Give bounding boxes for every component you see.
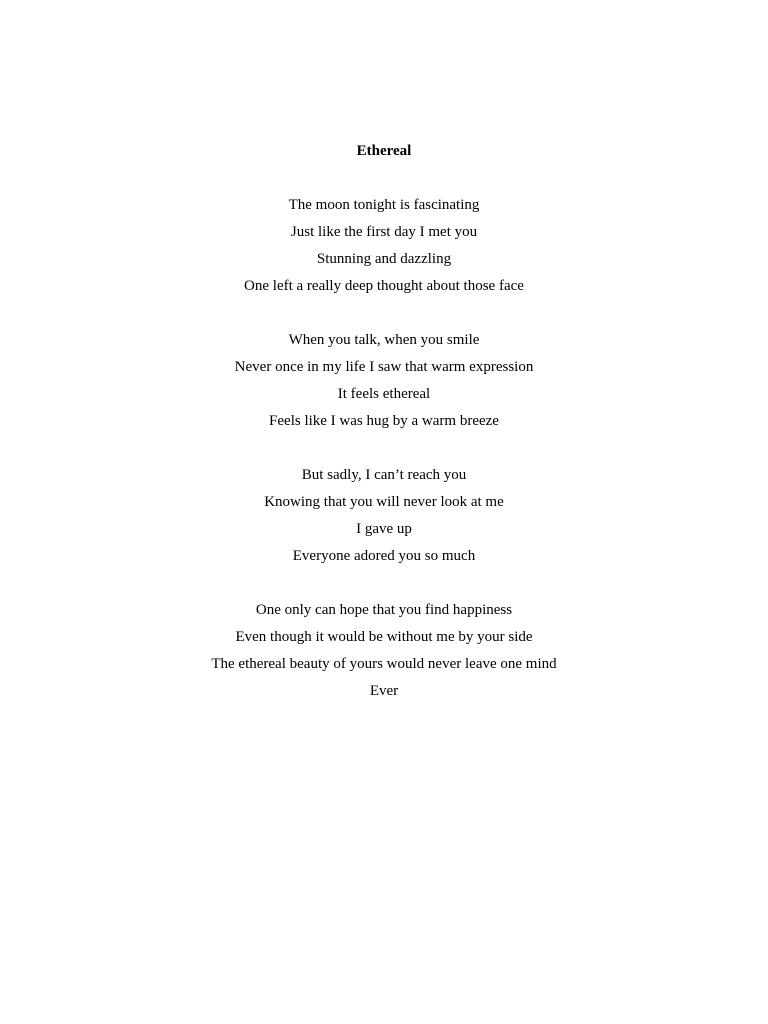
- poem-line: Just like the first day I met you: [290, 224, 478, 240]
- poem-line: The moon tonight is fascinating: [288, 197, 480, 213]
- stanza-2: [0, 330, 768, 438]
- stanza-spacer: [0, 573, 768, 600]
- stanza-spacer: [0, 303, 768, 330]
- poem-line: One left a really deep thought about those face: [244, 278, 524, 294]
- poem-title: Ethereal: [356, 143, 412, 159]
- poem-line: Even though it would be without me by your side: [235, 629, 533, 645]
- poem-line: I gave up: [356, 521, 412, 537]
- poem-line: Stunning and dazzling: [316, 251, 452, 267]
- title-spacer: [0, 168, 768, 195]
- stanza-3: [0, 465, 768, 573]
- stanza-4: [0, 600, 768, 708]
- poem: [0, 141, 768, 708]
- poem-line: Everyone adored you so much: [292, 548, 476, 564]
- stanza-spacer: [0, 438, 768, 465]
- poem-line: The ethereal beauty of yours would never leave one mind: [211, 656, 557, 672]
- poem-line: Knowing that you will never look at me: [264, 494, 504, 510]
- poem-line: Ever: [369, 683, 399, 699]
- poem-line: But sadly, I can’t reach you: [301, 467, 467, 483]
- poem-line: It feels ethereal: [337, 386, 431, 402]
- poem-line: Feels like I was hug by a warm breeze: [269, 413, 499, 429]
- poem-line: When you talk, when you smile: [288, 332, 480, 348]
- stanza-1: [0, 195, 768, 303]
- poem-line: One only can hope that you find happiness: [255, 602, 513, 618]
- poem-line: Never once in my life I saw that warm expression: [234, 359, 534, 375]
